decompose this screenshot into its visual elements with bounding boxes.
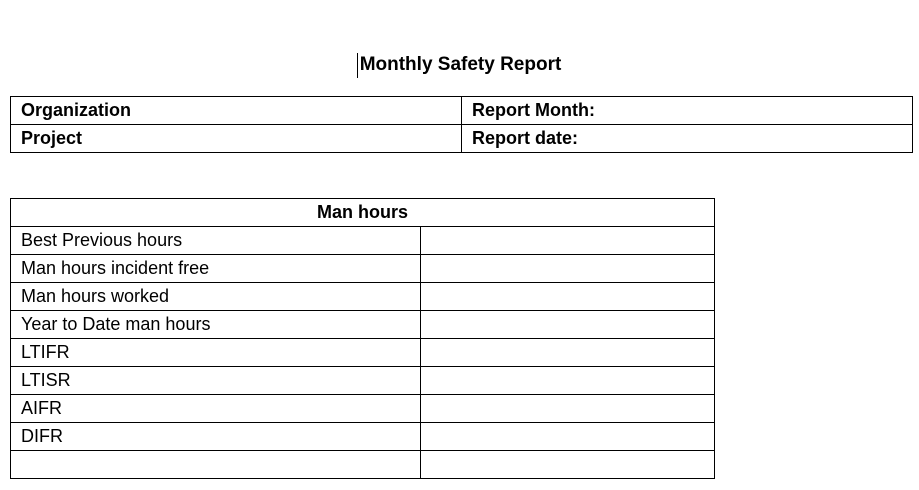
table-row	[11, 423, 715, 451]
row-value[interactable]	[421, 367, 715, 395]
organization-cell[interactable]: Organization	[11, 97, 462, 125]
row-value[interactable]	[421, 283, 715, 311]
project-cell[interactable]: Project	[11, 125, 462, 153]
table-header-row	[11, 199, 715, 227]
row-value[interactable]	[421, 339, 715, 367]
row-label[interactable]: Year to Date man hours	[11, 311, 421, 339]
row-value[interactable]	[421, 227, 715, 255]
table-row	[11, 339, 715, 367]
table-row	[11, 451, 715, 479]
man-hours-header: Man hours	[11, 199, 715, 227]
text-cursor	[357, 53, 358, 78]
row-value[interactable]	[421, 423, 715, 451]
document-title[interactable]	[358, 52, 562, 78]
table-row	[11, 227, 715, 255]
row-label[interactable]: DIFR	[11, 423, 421, 451]
table-row	[11, 125, 913, 153]
document-title-text: Monthly Safety Report	[359, 54, 562, 75]
table-row	[11, 97, 913, 125]
table-row	[11, 255, 715, 283]
row-label[interactable]: Man hours incident free	[11, 255, 421, 283]
title-line	[0, 52, 919, 78]
table-row	[11, 283, 715, 311]
table-row	[11, 395, 715, 423]
row-value[interactable]	[421, 255, 715, 283]
man-hours-table	[10, 198, 715, 479]
report-date-cell[interactable]: Report date:	[462, 125, 913, 153]
table-row	[11, 367, 715, 395]
row-value[interactable]	[421, 395, 715, 423]
row-label[interactable]	[11, 451, 421, 479]
row-label[interactable]: Best Previous hours	[11, 227, 421, 255]
row-label[interactable]: LTISR	[11, 367, 421, 395]
report-month-cell[interactable]: Report Month:	[462, 97, 913, 125]
row-value[interactable]	[421, 311, 715, 339]
report-info-table	[10, 96, 913, 153]
table-row	[11, 311, 715, 339]
row-label[interactable]: AIFR	[11, 395, 421, 423]
row-label[interactable]: Man hours worked	[11, 283, 421, 311]
row-value[interactable]	[421, 451, 715, 479]
row-label[interactable]: LTIFR	[11, 339, 421, 367]
